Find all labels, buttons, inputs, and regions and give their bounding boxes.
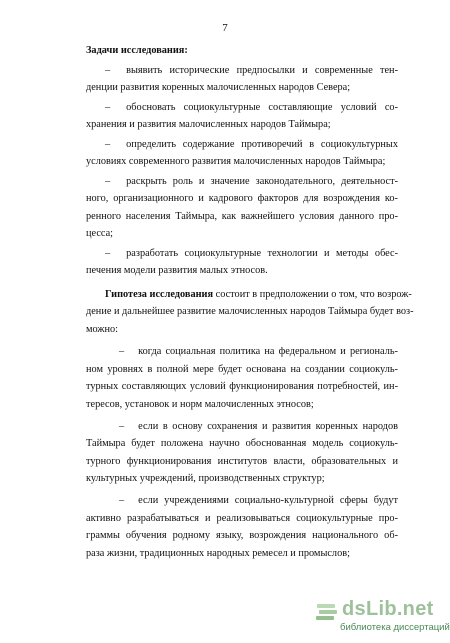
hypothesis-line: дение и дальнейшее развитие малочисленных народов Таймыра будет воз- xyxy=(86,306,414,317)
task-line: – выявить исторические предпосылки и современные тен- xyxy=(105,65,398,76)
watermark-brand: dsLib.net xyxy=(342,598,434,620)
task-line: цесса; xyxy=(86,228,114,239)
task-line: – разработать социокультурные технологии и методы обес- xyxy=(105,248,398,259)
task-line: ного, организационного и кадрового факторов для возрождения ко- xyxy=(86,193,398,204)
tasks-heading xyxy=(86,44,398,57)
page-number: 7 xyxy=(222,22,228,34)
task-line: хранения и развития малочисленных народов Таймыра; xyxy=(86,119,331,130)
tasks-heading-text: Задачи исследования: xyxy=(86,45,188,56)
hypothesis-first-line: Гипотеза исследования состоит в предположении о том, что возрож- xyxy=(105,289,412,300)
task-line: денции развития коренных малочисленных народов Севера; xyxy=(86,82,351,93)
task-line: – обосновать социокультурные составляющие условий со- xyxy=(105,102,398,113)
book-stack-icon xyxy=(314,600,340,626)
task-line: условиях современного развития малочисленных народов Таймыра; xyxy=(86,156,386,167)
condition-line: – если учреждениями социально-культурной сферы будут xyxy=(119,495,398,506)
condition-line: турных составляющих условий функционирования потребностей, ин- xyxy=(86,381,398,392)
condition-line: активно разрабатываться и реализовываться социокультурные про- xyxy=(86,513,398,524)
condition-line: Таймыра будет положена научно обоснованная модель социокуль- xyxy=(86,438,398,449)
condition-line: – когда социальная политика на федеральном и региональ- xyxy=(119,346,398,357)
condition-line: турного функционирования институтов власти, образовательных и xyxy=(86,456,398,467)
condition-line: раза жизни, традиционных народных ремесел и промыслов; xyxy=(86,548,350,559)
task-line: – раскрыть роль и значение законодательного, деятельност- xyxy=(105,176,398,187)
task-line: – определить содержание противоречий в социокультурных xyxy=(105,139,398,150)
condition-line: ном уровнях в полной мере будет основана на создании социокуль- xyxy=(86,364,398,375)
condition-line: – если в основу сохранения и развития коренных народов xyxy=(119,421,398,432)
task-line: печения модели развития малых этносов. xyxy=(86,265,268,276)
condition-line: граммы обучения родному языку, возрождения национального об- xyxy=(86,530,398,541)
task-line: ренного населения Таймыра, как важнейшего условия данного про- xyxy=(86,211,398,222)
hypothesis-line: можно: xyxy=(86,324,119,335)
condition-line: культурных учреждений, производственных структур; xyxy=(86,473,325,484)
condition-line: тересов, установок и норм малочисленных этносов; xyxy=(86,399,314,410)
dslib-watermark xyxy=(314,598,450,638)
hypothesis-label: Гипотеза исследования xyxy=(105,289,214,300)
watermark-subtitle: библиотека диссертаций xyxy=(340,622,450,633)
